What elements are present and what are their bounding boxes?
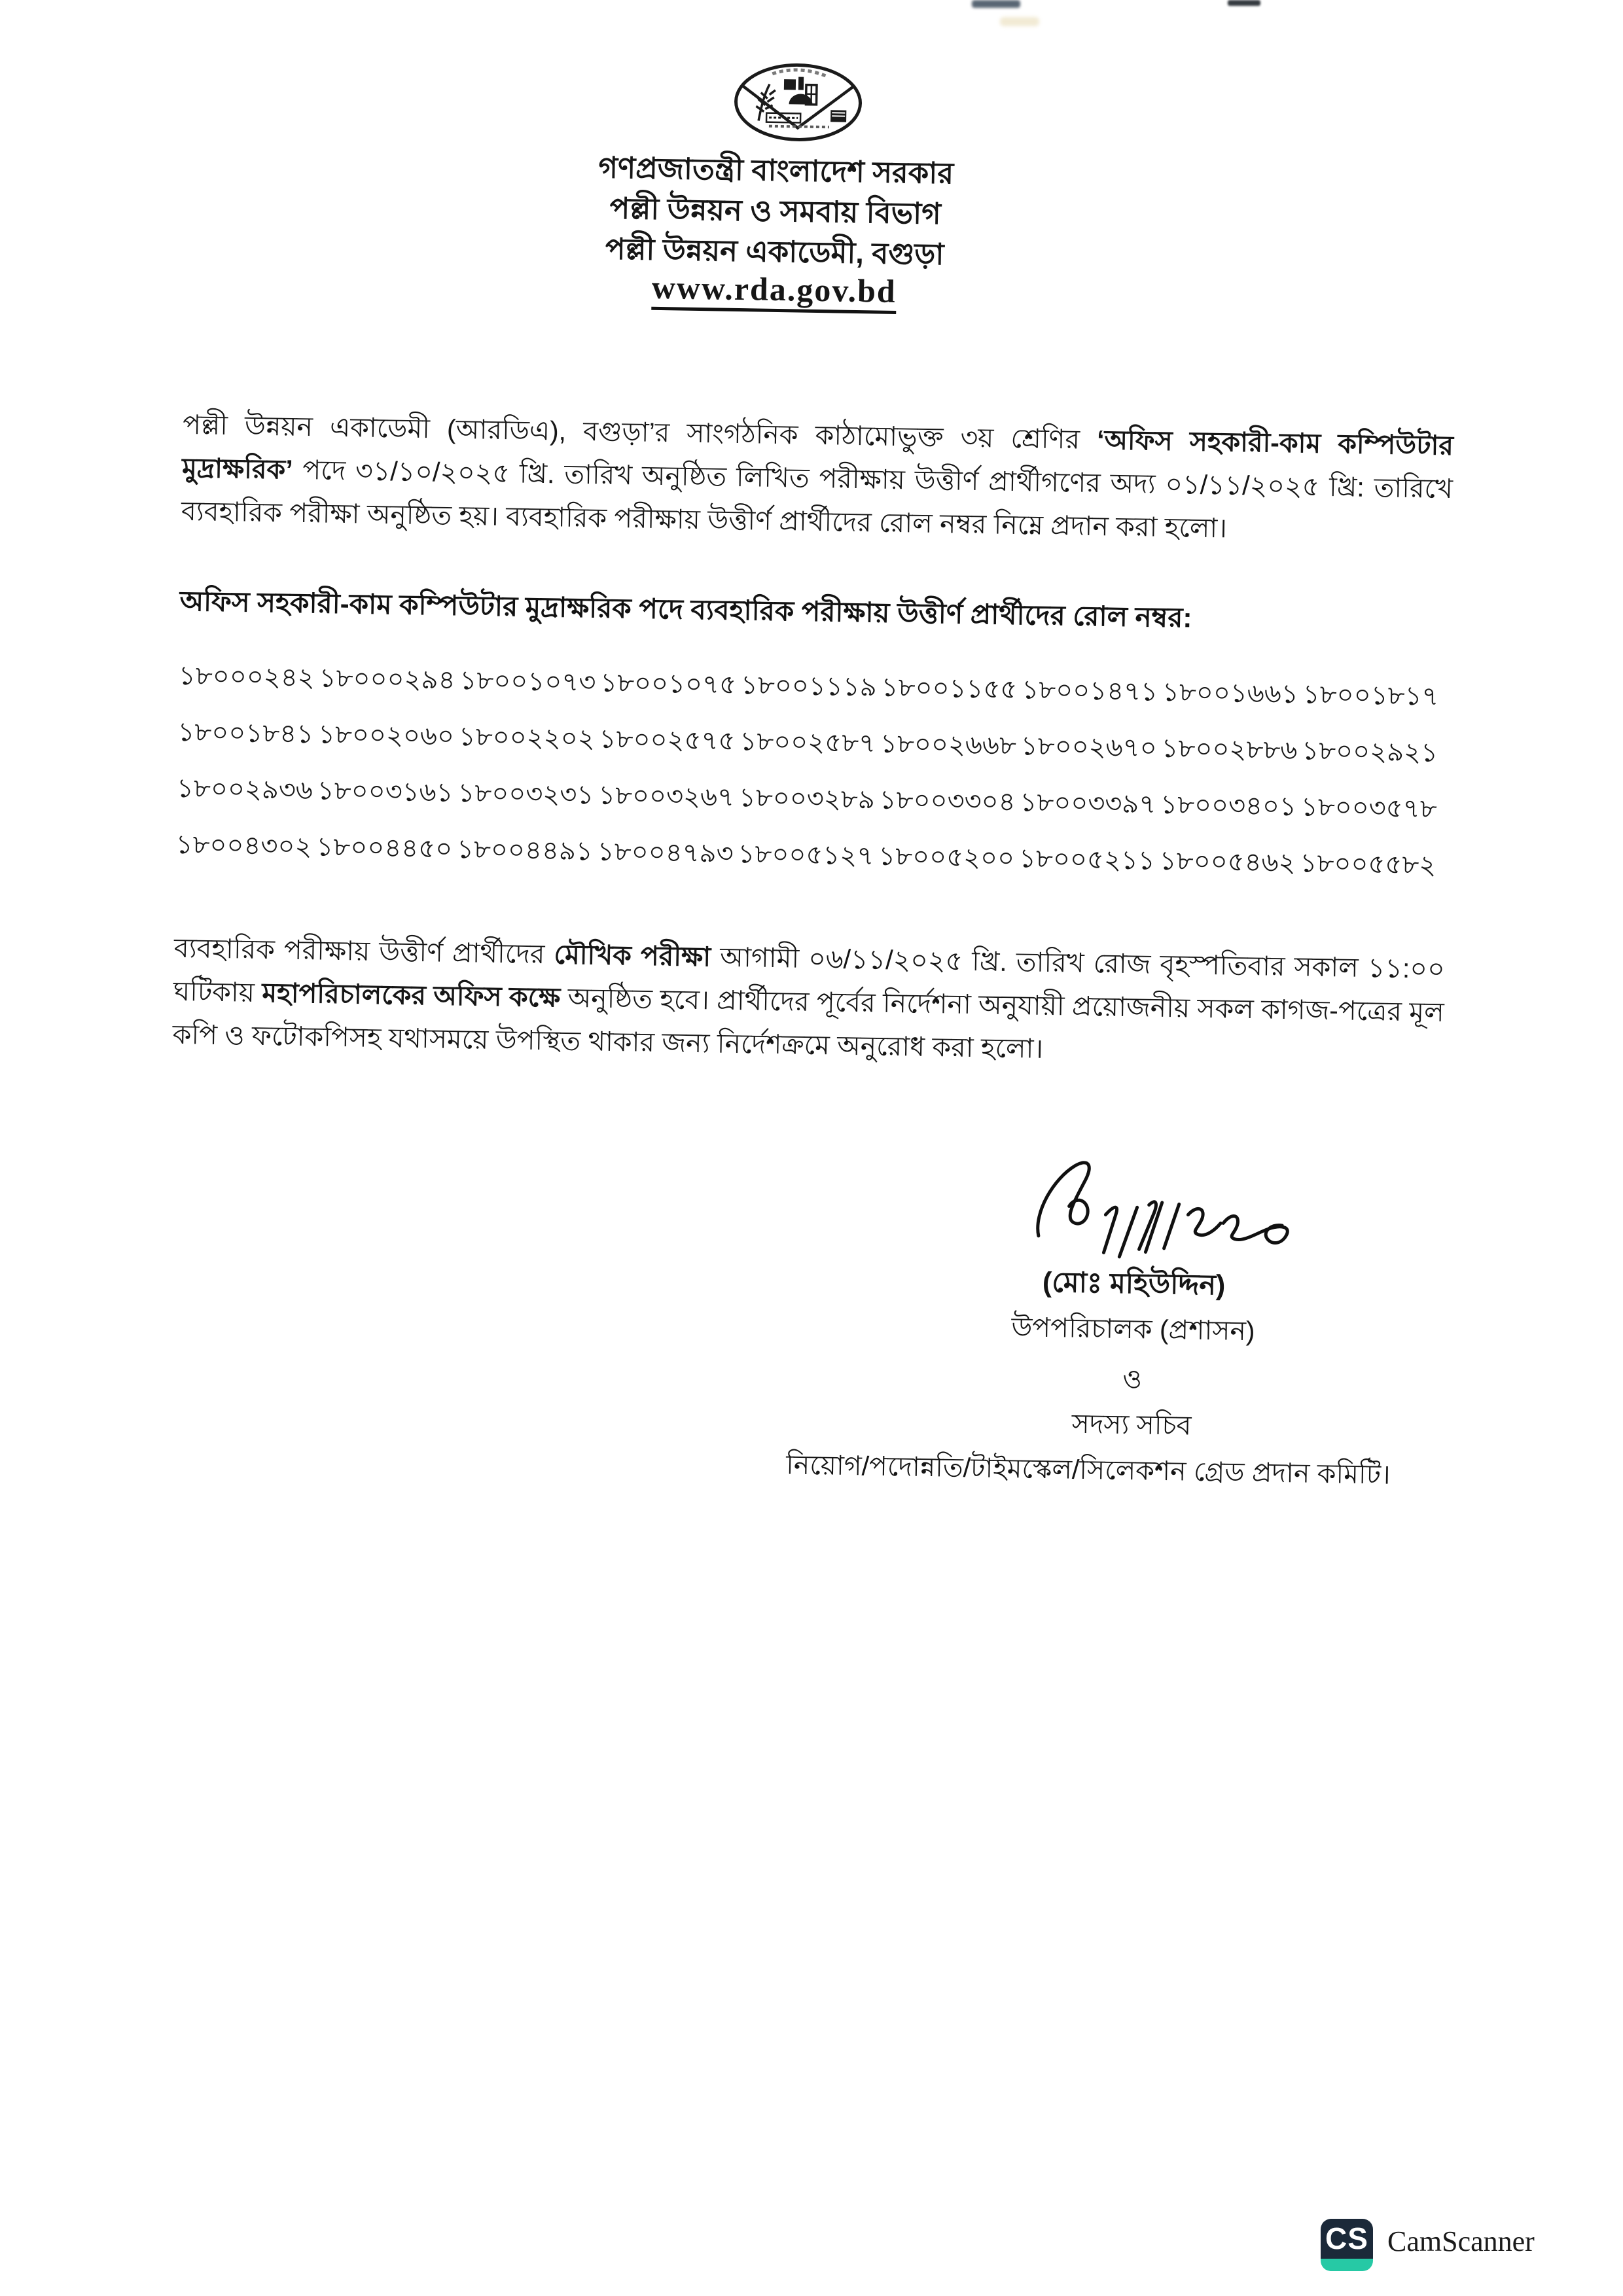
roll-number: ১৮০০২৬৭০ bbox=[1020, 732, 1158, 763]
roll-row-2 bbox=[177, 711, 1438, 776]
roll-number: ১৮০০২৯৩৬ bbox=[176, 773, 313, 805]
header-academy-line: পল্লী উন্নয়ন একাডেমী, বগুড়া bbox=[605, 232, 944, 272]
camscanner-initials: CS bbox=[1325, 2221, 1368, 2255]
para2-dg-office: মহাপরিচালকের অফিস কক্ষে bbox=[262, 978, 561, 1013]
scan-artifact-top-2 bbox=[1228, 0, 1260, 6]
roll-number: ১৮০০২৫৭৫ bbox=[599, 724, 736, 756]
roll-number: ১৮০০১০৭৫ bbox=[599, 668, 737, 699]
roll-number: ১৮০০৩২৩১ bbox=[457, 778, 594, 810]
camscanner-logo-icon bbox=[1321, 2219, 1373, 2271]
notice-paragraph-2 bbox=[172, 927, 1445, 1077]
para2-text-mid: আগামী ০৬/১১/২০২৫ খ্রি. তারিখ রোজ বৃহস্পতিবার সকাল ১১:০০ ঘটিকায় bbox=[173, 942, 1446, 1008]
roll-number: ১৮০০৩২৮৯ bbox=[738, 783, 876, 815]
roll-number: ১৮০০৩৩৯৭ bbox=[1020, 788, 1156, 819]
roll-number: ১৮০০২৯২১ bbox=[1301, 736, 1438, 768]
conjunction-text: ও bbox=[1122, 1364, 1143, 1394]
roll-number: ১৮০০১৪৭১ bbox=[1021, 675, 1158, 707]
para2-text-lead: ব্যবহারিক পরীক্ষায় উত্তীর্ণ প্রার্থীদের bbox=[173, 932, 554, 970]
roll-number: ১৮০০১৮৪১ bbox=[177, 717, 314, 749]
camscanner-wordmark: CamScanner bbox=[1387, 2225, 1535, 2257]
handwritten-signature-icon bbox=[1026, 1149, 1310, 1278]
committee-name: নিয়োগ/পদোন্নতি/টাইমস্কেল/সিলেকশন গ্রেড প্রদান কমিটি। bbox=[785, 1449, 1391, 1490]
para1-post-title: ‘অফিস সহকারী-কাম কম্পিউটার মুদ্রাক্ষরিক’ bbox=[181, 425, 1454, 485]
roll-number: ১৮০০৫৫৮২ bbox=[1300, 849, 1436, 880]
signatory-name: (মোঃ মহিউদ্দিন) bbox=[1042, 1266, 1226, 1301]
roll-number: ১৮০০৫২১১ bbox=[1018, 844, 1156, 875]
scan-artifact-top-1 bbox=[972, 0, 1020, 8]
roll-number: ১৮০০৪৪৫০ bbox=[316, 832, 453, 864]
roll-number: ১৮০০০২৯৪ bbox=[319, 663, 455, 695]
roll-number: ১৮০০২০৬০ bbox=[317, 720, 455, 751]
roll-number: ১৮০০২৮৮৬ bbox=[1161, 733, 1298, 766]
signatory-designation: উপপরিচালক (প্রশাসন) bbox=[1011, 1312, 1255, 1347]
para1-text-rest: পদে ৩১/১০/২০২৫ খ্রি. তারিখ অনুষ্ঠিত লিখিত পরীক্ষায় উত্তীর্ণ প্রার্থীগণের অদ্য ০১/১১/২০২৫ খ্রি: তারিখে ব্যবহারিক পরীক্ষা অনুষ্ঠিত হয়। ব্যবহারিক পরীক্ষায় উত্তীর্ণ প্রার্থীদের রোল নম্বর নিম্নে প্রদান করা হলো। bbox=[181, 454, 1454, 544]
roll-number: ১৮০০২২০২ bbox=[458, 722, 596, 754]
para2-text-rest: অনুষ্ঠিত হবে। প্রার্থীদের পূর্বের নির্দেশনা অনুযায়ী প্রয়োজনীয় সকল কাগজ-পত্রের মূল কপি ও ফটোকপিসহ যথাসময়ে উপস্থিত থাকার জন্য নির্দেশক্রমে অনুরোধ করা হলো। bbox=[172, 982, 1445, 1064]
roll-number: ১৮০০৪৩০২ bbox=[175, 830, 312, 862]
para2-viva-exam: মৌখিক পরীক্ষা bbox=[554, 939, 711, 972]
para1-text-lead: পল্লী উন্নয়ন একাডেমী (আরডিএ), বগুড়া’র সাংগঠনিক কাঠামোভুক্ত ৩য় শ্রেণির bbox=[182, 409, 1097, 455]
roll-number: ১৮০০৫৪৬২ bbox=[1159, 846, 1296, 878]
roll-number: ১৮০০১১১৯ bbox=[740, 671, 878, 702]
roll-number: ১৮০০৫১২৭ bbox=[738, 839, 874, 871]
roll-number: ১৮০০০২৪২ bbox=[178, 661, 315, 693]
notice-paragraph-1 bbox=[181, 403, 1454, 554]
roll-number: ১৮০০১০৭৩ bbox=[459, 665, 596, 698]
header-division-line: পল্লী উন্নয়ন ও সমবায় বিভাগ bbox=[609, 191, 942, 231]
roll-number: ১৮০০২৬৬৮ bbox=[880, 729, 1017, 761]
header-government-line: গণপ্রজাতন্ত্রী বাংলাদেশ সরকার bbox=[598, 150, 954, 190]
roll-number: ১৮০০৩৫৭৮ bbox=[1300, 792, 1438, 824]
roll-number: ১৮০০৩১৬১ bbox=[317, 776, 454, 807]
roll-number: ১৮০০৩২৬৭ bbox=[597, 781, 735, 812]
roll-numbers-heading: অফিস সহকারী-কাম কম্পিউটার মুদ্রাক্ষরিক পদে ব্যবহারিক পরীক্ষায় উত্তীর্ণ প্রার্থীদের রোল নম্বর: bbox=[179, 585, 1192, 633]
roll-number: ১৮০০৪৪৯১ bbox=[456, 834, 594, 866]
website-url: www.rda.gov.bd bbox=[651, 269, 897, 314]
signatory-role: সদস্য সচিব bbox=[1071, 1408, 1192, 1441]
roll-row-1 bbox=[178, 655, 1439, 720]
roll-number: ১৮০০৩৩০৪ bbox=[879, 785, 1016, 817]
roll-number: ১৮০০১৬৬১ bbox=[1162, 677, 1299, 709]
roll-row-3 bbox=[176, 768, 1437, 832]
roll-number: ১৮০০৫২০০ bbox=[878, 841, 1015, 874]
roll-number: ১৮০০৩৪০১ bbox=[1160, 790, 1297, 822]
rda-seal-icon bbox=[732, 60, 865, 145]
roll-number: ১৮০০২৫৮৭ bbox=[739, 727, 876, 758]
roll-number: ১৮০০৪৭৯৩ bbox=[597, 837, 734, 868]
roll-number: ১৮০০১১৫৫ bbox=[881, 673, 1018, 705]
roll-number: ১৮০০১৮১৭ bbox=[1302, 680, 1439, 711]
roll-row-4 bbox=[175, 824, 1436, 889]
